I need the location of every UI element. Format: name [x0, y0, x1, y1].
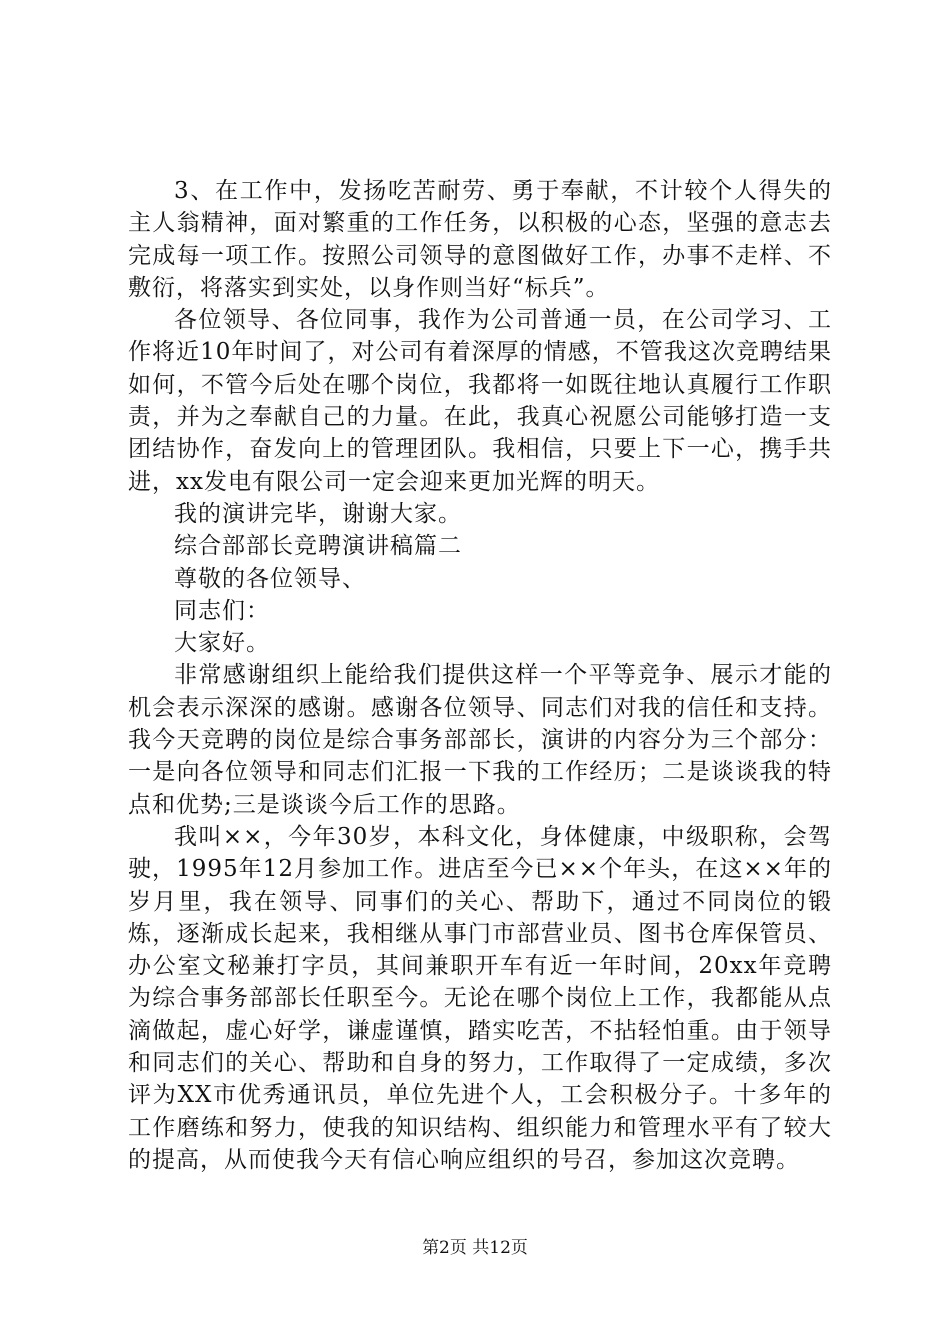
document-body — [128, 175, 832, 1176]
paragraph-thanks-intro: 非常感谢组织上能给我们提供这样一个平等竞争、展示才能的机会表示深深的感谢。感谢各位领导、同志们对我的信任和支持。我今天竞聘的岗位是综合事务部部长，演讲的内容分为三个部分：一是向各位领导和同志们汇报一下我的工作经历；二是谈谈我的特点和优势;三是谈谈今后工作的思路。 — [128, 662, 832, 818]
page-number-footer: 第2页 共12页 — [422, 1238, 528, 1258]
paragraph-closing-wishes: 各位领导、各位同事，我作为公司普通一员，在公司学习、工作将近10年时间了，对公司有着深厚的情感，不管我这次竞聘结果如何，不管今后处在哪个岗位，我都将一如既往地认真履行工作职责，并为之奉献自己的力量。在此，我真心祝愿公司能够打造一支团结协作，奋发向上的管理团队。我相信，只要上下一心，携手共进，xx发电有限公司一定会迎来更加光辉的明天。 — [128, 307, 832, 495]
paragraph-work-spirit: 3、在工作中，发扬吃苦耐劳、勇于奉献，不计较个人得失的主人翁精神，面对繁重的工作任务，以积极的心态，坚强的意志去完成每一项工作。按照公司领导的意图做好工作，办事不走样、不敷衍，将落实到实处，以身作则当好“标兵”。 — [128, 178, 832, 301]
salutation-comrades: 同志们： — [174, 597, 270, 624]
section-title-part-two: 综合部部长竞聘演讲稿篇二 — [174, 533, 462, 560]
paragraph-speech-end: 我的演讲完毕，谢谢大家。 — [174, 500, 462, 527]
salutation-leaders: 尊敬的各位领导、 — [174, 565, 366, 592]
greeting: 大家好。 — [174, 630, 270, 657]
paragraph-work-experience: 我叫××，今年30岁，本科文化，身体健康，中级职称，会驾驶，1995年12月参加工作。进店至今已××个年头，在这××年的岁月里，我在领导、同事们的关心、帮助下，通过不同岗位的锻炼，逐渐成长起来，我相继从事门市部营业员、图书仓库保管员、办公室文秘兼打字员，其间兼职开车有近一年时间，20xx年竞聘为综合事务部部长任职至今。无论在哪个岗位上工作，我都能从点滴做起，虚心好学，谦虚谨慎，踏实吃苦，不拈轻怕重。由于领导和同志们的关心、帮助和自身的努力，工作取得了一定成绩，多次评为XX市优秀通讯员，单位先进个人，工会积极分子。十多年的工作磨练和努力，使我的知识结构、组织能力和管理水平有了较大的提高，从而使我今天有信心响应组织的号召，参加这次竞聘。 — [128, 823, 832, 1173]
